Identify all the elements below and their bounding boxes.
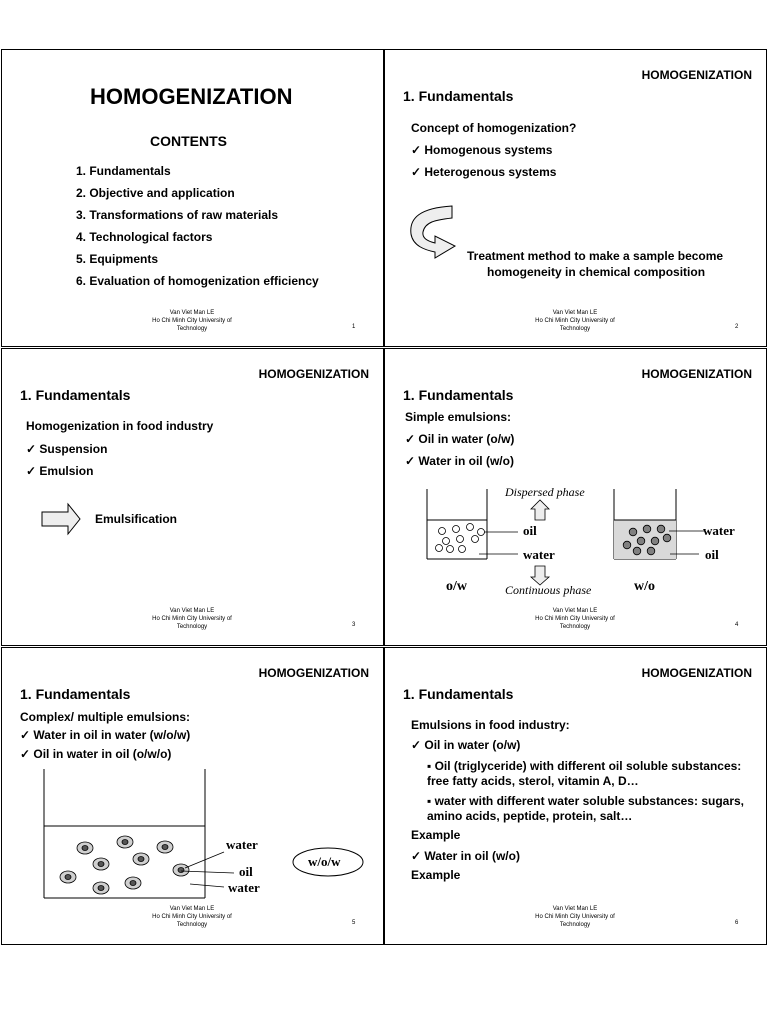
food-emulsions-subtitle: Emulsions in food industry:	[411, 718, 570, 732]
bullet-w-o-w: ✓ Water in oil in water (w/o/w)	[20, 728, 191, 742]
definition-line-2: homogeneity in chemical composition	[487, 265, 706, 279]
slide-footer: Van Viet Man LE Ho Chi Minh City University of Technology	[152, 906, 232, 928]
concept-question: Concept of homogenization?	[411, 121, 577, 135]
curved-arrow	[385, 50, 767, 347]
ow-water-label: water	[523, 547, 555, 562]
slide-2	[384, 49, 767, 347]
page-number: 6	[735, 920, 739, 926]
wo-oil-label: oil	[705, 547, 719, 562]
page-number: 3	[352, 622, 356, 628]
slide-5	[1, 647, 384, 945]
page-number: 2	[735, 324, 739, 330]
slide-1	[1, 49, 384, 347]
slide-title: 1. Fundamentals	[403, 387, 514, 403]
bullet-oil-in-water: ✓ Oil in water (o/w)	[405, 432, 515, 446]
bullet-homogenous: ✓ Homogenous systems	[411, 143, 553, 157]
contents-heading: CONTENTS	[150, 133, 227, 149]
w-o-w-label: w/o/w	[308, 854, 341, 869]
contents-item-3: 3. Transformations of raw materials	[76, 208, 279, 222]
wo-beaker	[614, 489, 676, 559]
contents-item-1: 1. Fundamentals	[76, 164, 171, 178]
slide-footer: Van Viet Man LE Ho Chi Minh City University of Technology	[535, 906, 615, 928]
emulsification-label: Emulsification	[95, 512, 178, 526]
slide-footer: Van Viet Man LE Ho Chi Minh City University of Technology	[535, 608, 615, 630]
ow-oil-droplets	[436, 524, 485, 553]
slide-header: HOMOGENIZATION	[641, 666, 752, 680]
multiple-emulsion-diagram	[2, 648, 384, 945]
wo-water-label: water	[703, 523, 735, 538]
example-label-1: Example	[411, 828, 461, 842]
slide-1-title: HOMOGENIZATION	[90, 84, 293, 109]
up-arrow-icon	[531, 500, 549, 520]
sub-bullet-water-line-1: ▪ water with different water soluble substances: sugars,	[427, 794, 744, 808]
bullet-o-w-o: ✓ Oil in water in oil (o/w/o)	[20, 747, 172, 761]
page-number: 1	[352, 324, 356, 330]
ow-label: o/w	[446, 579, 467, 594]
page-number: 5	[352, 920, 356, 926]
right-arrow-icon	[2, 349, 384, 646]
slide-title: 1. Fundamentals	[403, 686, 514, 702]
sub-bullet-oil-line-2: free fatty acids, sterol, vitamin A, D…	[427, 774, 639, 788]
bullet-water-in-oil: ✓ Water in oil (w/o)	[405, 454, 514, 468]
multiple-emulsions-subtitle: Complex/ multiple emulsions:	[20, 710, 191, 724]
slide-header: HOMOGENIZATION	[258, 367, 369, 381]
bullet-water-in-oil: ✓ Water in oil (w/o)	[411, 849, 520, 863]
contents-item-5: 5. Equipments	[76, 252, 159, 266]
slide-4	[384, 348, 767, 646]
slide-3	[1, 348, 384, 646]
slide-header: HOMOGENIZATION	[641, 68, 752, 82]
label-oil: oil	[239, 864, 253, 879]
sub-bullet-oil-line-1: ▪ Oil (triglyceride) with different oil soluble substances:	[427, 759, 742, 773]
slide-header: HOMOGENIZATION	[641, 367, 752, 381]
definition-line-1: Treatment method to make a sample become	[467, 249, 724, 263]
double-emulsion-droplets	[60, 836, 189, 894]
wo-label: w/o	[634, 579, 655, 594]
page-number: 4	[735, 622, 739, 628]
food-industry-subtitle: Homogenization in food industry	[26, 419, 214, 433]
continuous-phase-label: Continuous phase	[505, 583, 592, 597]
dispersed-phase-label: Dispersed phase	[505, 485, 585, 499]
slide-footer: Van Viet Man LE Ho Chi Minh City University of Technology	[152, 310, 232, 332]
contents-item-2: 2. Objective and application	[76, 186, 235, 200]
slide-title: 1. Fundamentals	[403, 88, 514, 104]
slide-title: 1. Fundamentals	[20, 387, 131, 403]
bullet-suspension: ✓ Suspension	[26, 442, 108, 456]
bullet-emulsion: ✓ Emulsion	[26, 464, 94, 478]
sub-bullet-water-line-2: amino acids, peptide, protein, salt…	[427, 809, 633, 823]
label-water-outer: water	[226, 837, 258, 852]
example-label-2: Example	[411, 868, 461, 882]
slide-header: HOMOGENIZATION	[258, 666, 369, 680]
bullet-heterogenous: ✓ Heterogenous systems	[411, 165, 557, 179]
slide-title: 1. Fundamentals	[20, 686, 131, 702]
ow-oil-label: oil	[523, 523, 537, 538]
slide-footer: Van Viet Man LE Ho Chi Minh City University of Technology	[152, 608, 232, 630]
simple-emulsions-subtitle: Simple emulsions:	[405, 410, 512, 424]
label-water-inner: water	[228, 880, 260, 895]
bullet-oil-in-water: ✓ Oil in water (o/w)	[411, 738, 521, 752]
slide-6	[384, 647, 767, 945]
contents-item-6: 6. Evaluation of homogenization efficiency	[76, 274, 319, 288]
contents-item-4: 4. Technological factors	[76, 230, 213, 244]
slide-footer: Van Viet Man LE Ho Chi Minh City University of Technology	[535, 310, 615, 332]
